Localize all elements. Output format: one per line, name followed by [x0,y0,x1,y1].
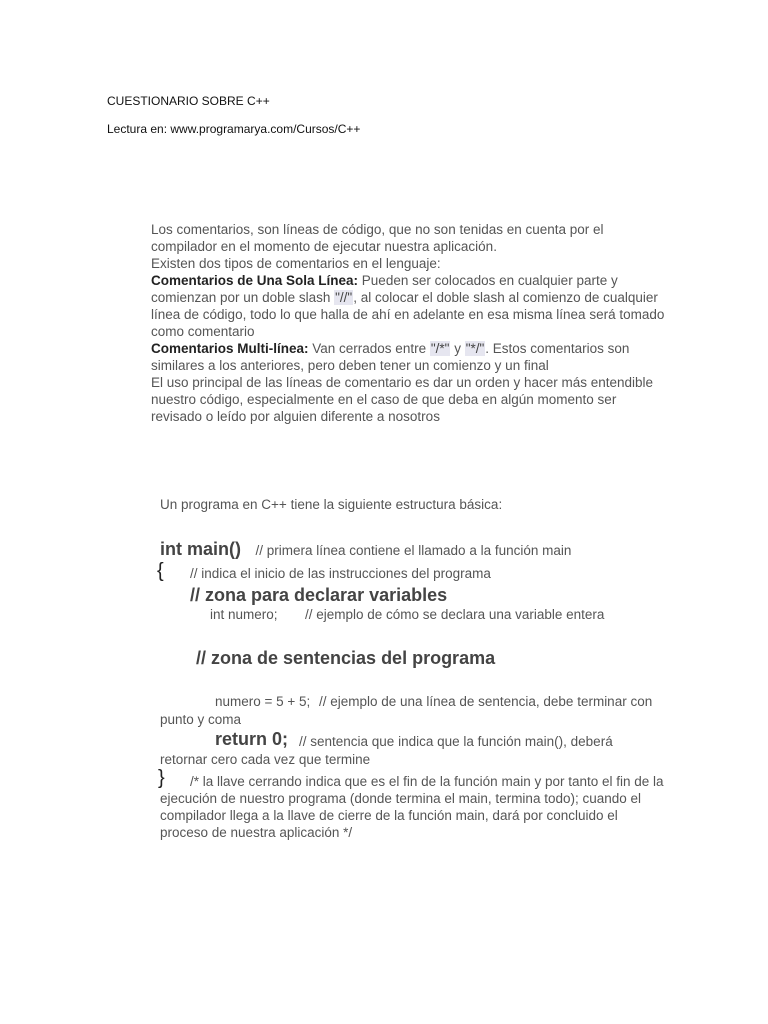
multi-open-highlight: "/*" [430,341,450,356]
document-title: CUESTIONARIO SOBRE C++ [107,94,270,108]
comments-usage: El uso principal de las líneas de comentario es dar un orden y hacer más entendible nuestro código, especialmente en el caso de que deba en algún momento ser revisado o leído por alguien diferente a nosotros [151,375,654,424]
statement-code: numero = 5 + 5; [215,694,311,709]
return-continuation: retornar cero cada vez que termine [160,752,371,767]
multi-line-text-b: . Estos comentarios son similares a los anteriores, pero deben tener un comienzo y un final [151,341,630,373]
statement-comment: // ejemplo de una línea de sentencia, debe terminar con [319,694,653,709]
return-code: return 0; [215,729,289,749]
comments-types-intro: Existen dos tipos de comentarios en el lenguaje: [151,256,441,271]
close-brace: } [158,767,165,789]
single-line-text-b: , al colocar el doble slash al comienzo de cualquier línea de código, todo lo que halla de ahí en adelante en esa misma línea será tomado como comentario [151,290,665,339]
main-comment: // primera línea contiene el llamado a la función main [255,543,572,558]
close-brace-comment: /* la llave cerrando indica que es el fin de la función main y por tanto el fin de la ejecución de nuestro programa (donde termina el main, termina todo); cuando el compilador llega a la llave de cierre de la función main, dará por concluido el proceso de nuestra aplicación */ [160,774,664,840]
open-brace: { [157,560,164,582]
double-slash-highlight: "//" [335,290,353,305]
lectura-reference: Lectura en: www.programarya.com/Cursos/C++ [107,122,361,136]
main-code: int main() [160,539,241,559]
single-line-text-a: Pueden ser colocados en cualquier parte y comienzan por un doble slash [151,273,618,305]
zone-variables-heading: // zona para declarar variables [190,585,448,605]
zone-statements-heading: // zona de sentencias del programa [196,648,496,668]
multi-and: y [450,341,465,356]
multi-close-highlight: "*/" [465,341,485,356]
main-line [160,539,571,560]
multi-line-text-a: Van cerrados entre [308,341,430,356]
comments-section [151,221,671,425]
variable-code: int numero; [210,607,278,622]
single-line-label: Comentarios de Una Sola Línea: [151,273,359,288]
multi-line-label: Comentarios Multi-línea: [151,341,309,356]
statement-continuation: punto y coma [160,712,242,727]
variable-comment: // ejemplo de cómo se declara una variable entera [305,607,605,622]
open-brace-comment: // indica el inicio de las instrucciones del programa [190,566,491,581]
comments-intro: Los comentarios, son líneas de código, que no son tenidas en cuenta por el compilador en el momento de ejecutar nuestra aplicación. [151,222,604,254]
return-comment: // sentencia que indica que la función main(), deberá [299,734,613,749]
structure-intro: Un programa en C++ tiene la siguiente estructura básica: [160,497,503,512]
